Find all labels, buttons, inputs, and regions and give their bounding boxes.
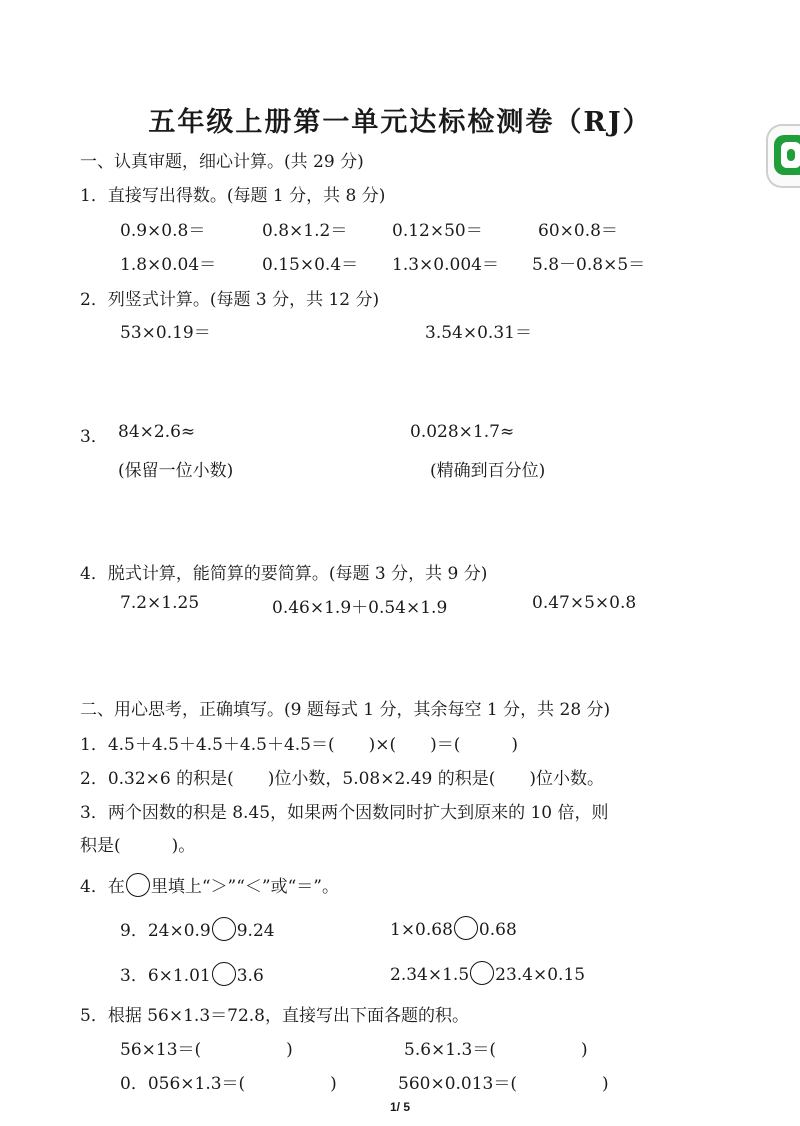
section1-heading: 一、认真审题，细心计算。(共 29 分) <box>80 152 364 172</box>
q1-item: 0.15×0.4＝ <box>262 255 359 275</box>
q3-number: 3． <box>80 427 108 447</box>
q1-item: 60×0.8＝ <box>538 221 618 241</box>
s2-q5-prompt: 5．根据 56×1.3＝72.8，直接写出下面各题的积。 <box>80 1006 469 1026</box>
q4-item: 0.47×5×0.8 <box>532 593 637 613</box>
q1-item: 0.9×0.8＝ <box>120 221 206 241</box>
s2-q1: 1．4.5＋4.5＋4.5＋4.5＋4.5＝( )×( )＝( ) <box>80 735 519 755</box>
q1-item: 1.8×0.04＝ <box>120 255 217 275</box>
q2-item: 3.54×0.31＝ <box>425 323 532 343</box>
q4-prompt: 4．脱式计算，能简算的要简算。(每题 3 分，共 9 分) <box>80 564 488 584</box>
s2-q5-item: 560×0.013＝( ) <box>398 1074 609 1094</box>
q3-note: (精确到百分位) <box>430 461 546 481</box>
s2-q5-item: 0．056×1.3＝( ) <box>120 1074 337 1094</box>
green-app-icon <box>774 135 800 175</box>
section2-heading: 二、用心思考，正确填写。(9 题每式 1 分，其余每空 1 分，共 28 分) <box>80 700 611 720</box>
compare-item: 1×0.68 0.68 <box>390 916 517 940</box>
compare-item: 9．24×0.9 9.24 <box>120 916 275 941</box>
compare-circle[interactable] <box>212 917 236 941</box>
compare-circle[interactable] <box>454 916 478 940</box>
compare-item: 2.34×1.5 23.4×0.15 <box>390 961 585 985</box>
s2-q2: 2．0.32×6 的积是( )位小数，5.08×2.49 的积是( )位小数。 <box>80 769 605 789</box>
s2-q4-prompt <box>80 872 339 897</box>
s2-q4-prefix: 4．在 <box>80 877 125 897</box>
q3-item: 84×2.6≈ <box>118 422 196 442</box>
q1-item: 0.12×50＝ <box>392 221 483 241</box>
s2-q5-item: 56×13＝( ) <box>120 1040 293 1060</box>
q1-prompt: 1．直接写出得数。(每题 1 分，共 8 分) <box>80 186 386 206</box>
q3-note: (保留一位小数) <box>118 461 234 481</box>
side-floating-button[interactable] <box>766 124 800 188</box>
page-title: 五年级上册第一单元达标检测卷（RJ） <box>148 107 652 138</box>
s2-q3-line1: 3．两个因数的积是 8.45，如果两个因数同时扩大到原来的 10 倍，则 <box>80 803 609 823</box>
compare-circle[interactable] <box>212 962 236 986</box>
s2-q4-suffix: 里填上“＞”“＜”或“＝”。 <box>150 877 339 897</box>
q1-item: 5.8－0.8×5＝ <box>532 255 646 275</box>
s2-q5-item: 5.6×1.3＝( ) <box>404 1040 588 1060</box>
compare-circle <box>126 873 150 897</box>
q2-item: 53×0.19＝ <box>120 323 211 343</box>
q4-item: 7.2×1.25 <box>120 593 200 613</box>
q1-item: 1.3×0.004＝ <box>392 255 499 275</box>
q2-prompt: 2．列竖式计算。(每题 3 分，共 12 分) <box>80 290 380 310</box>
q3-item: 0.028×1.7≈ <box>410 422 515 442</box>
page-number: 1/ 5 <box>389 1100 410 1114</box>
compare-item: 3．6×1.01 3.6 <box>120 961 264 986</box>
q1-item: 0.8×1.2＝ <box>262 221 348 241</box>
s2-q3-line2: 积是( )。 <box>80 836 196 856</box>
compare-circle[interactable] <box>470 961 494 985</box>
q4-item: 0.46×1.9＋0.54×1.9 <box>272 598 448 618</box>
